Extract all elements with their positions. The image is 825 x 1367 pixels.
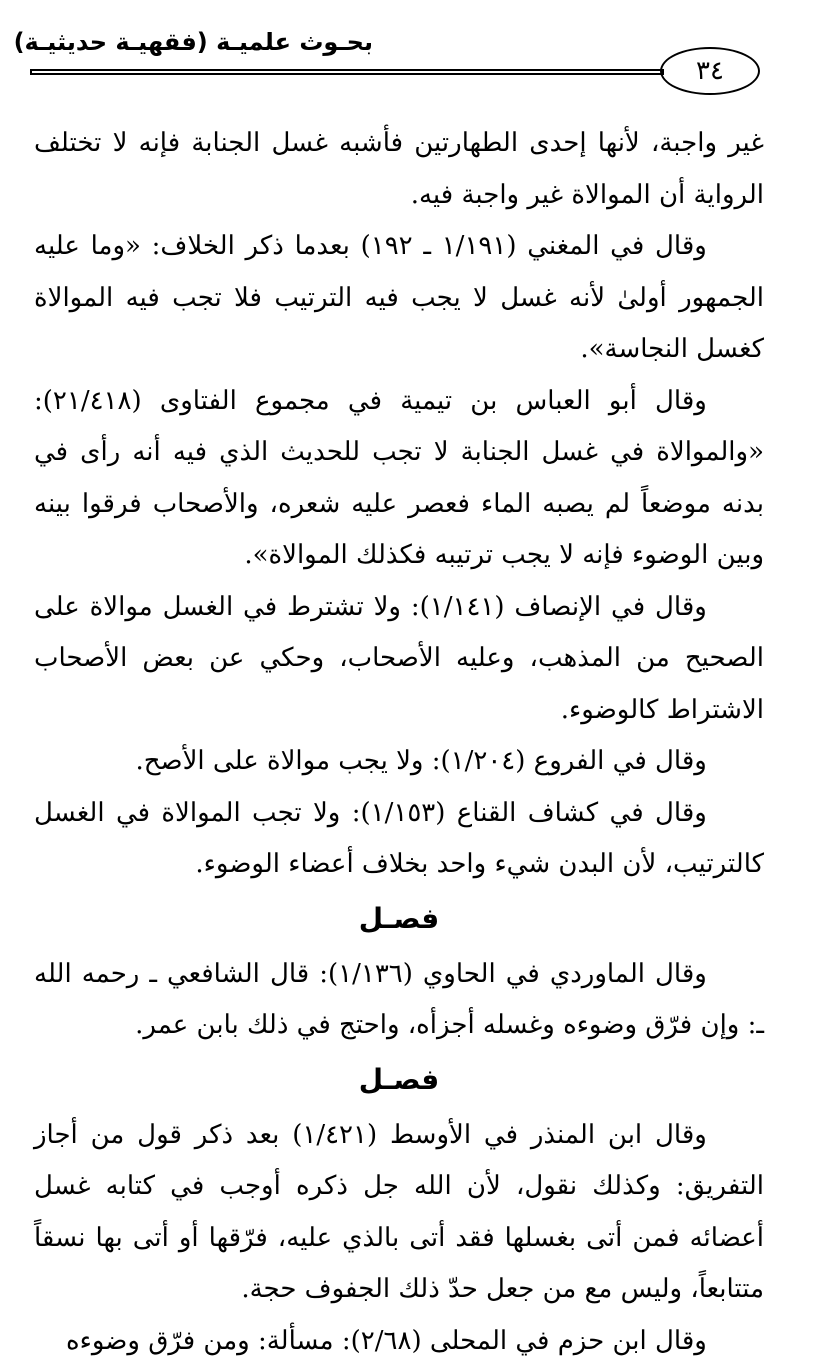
section-heading-1: فصـل (34, 891, 764, 949)
running-title: بحـوث علميـة (فقهيـة حديثيـة) (14, 28, 373, 56)
section-heading-2: فصـل (34, 1052, 764, 1110)
paragraph-4: وقال في الإنصاف (١/١٤١): ولا تشترط في الغسل موالاة على الصحيح من المذهب، وعليه الأصحاب، وحكي عن بعض الأصحاب الاشتراط كالوضوء. (34, 582, 764, 737)
page-number: ٣٤ (660, 47, 760, 95)
paragraph-1: غير واجبة، لأنها إحدى الطهارتين فأشبه غسل الجنابة فإنه لا تختلف الرواية أن الموالاة غير واجبة فيه. (34, 118, 764, 221)
page-header (0, 0, 825, 110)
paragraph-6: وقال في كشاف القناع (١/١٥٣): ولا تجب الموالاة في الغسل كالترتيب، لأن البدن شيء واحد بخلاف أعضاء الوضوء. (34, 788, 764, 891)
page-body (34, 118, 764, 1367)
paragraph-9: وقال ابن حزم في المحلى (٢/٦٨): مسألة: ومن فرّق وضوءه (34, 1316, 764, 1367)
paragraph-7: وقال الماوردي في الحاوي (١/١٣٦): قال الشافعي ـ رحمه الله ـ: وإن فرّق وضوءه وغسله أجزأه، واحتج في ذلك بابن عمر. (34, 949, 764, 1052)
paragraph-5: وقال في الفروع (١/٢٠٤): ولا يجب موالاة على الأصح. (34, 736, 764, 788)
header-rule (30, 69, 664, 75)
paragraph-2: وقال في المغني (١/١٩١ ـ ١٩٢) بعدما ذكر الخلاف: «وما عليه الجمهور أولىٰ لأنه غسل لا يجب فيه الترتيب فلا تجب فيه الموالاة كغسل النجاسة». (34, 221, 764, 376)
paragraph-8: وقال ابن المنذر في الأوسط (١/٤٢١) بعد ذكر قول من أجاز التفريق: وكذلك نقول، لأن الله جل ذكره أوجب في كتابه غسل أعضائه فمن أتى بغسلها فقد أتى بالذي عليه، فرّقها أو أتى بها نسقاً متتابعاً، وليس مع من جعل حدّ ذلك الجفوف حجة. (34, 1110, 764, 1316)
paragraph-3: وقال أبو العباس بن تيمية في مجموع الفتاوى (٢١/٤١٨): «والموالاة في غسل الجنابة لا تجب للحديث الذي فيه أنه رأى في بدنه موضعاً لم يصبه الماء فعصر عليه شعره، والأصحاب فرقوا بينه وبين الوضوء فإنه لا يجب ترتيبه فكذلك الموالاة». (34, 376, 764, 582)
